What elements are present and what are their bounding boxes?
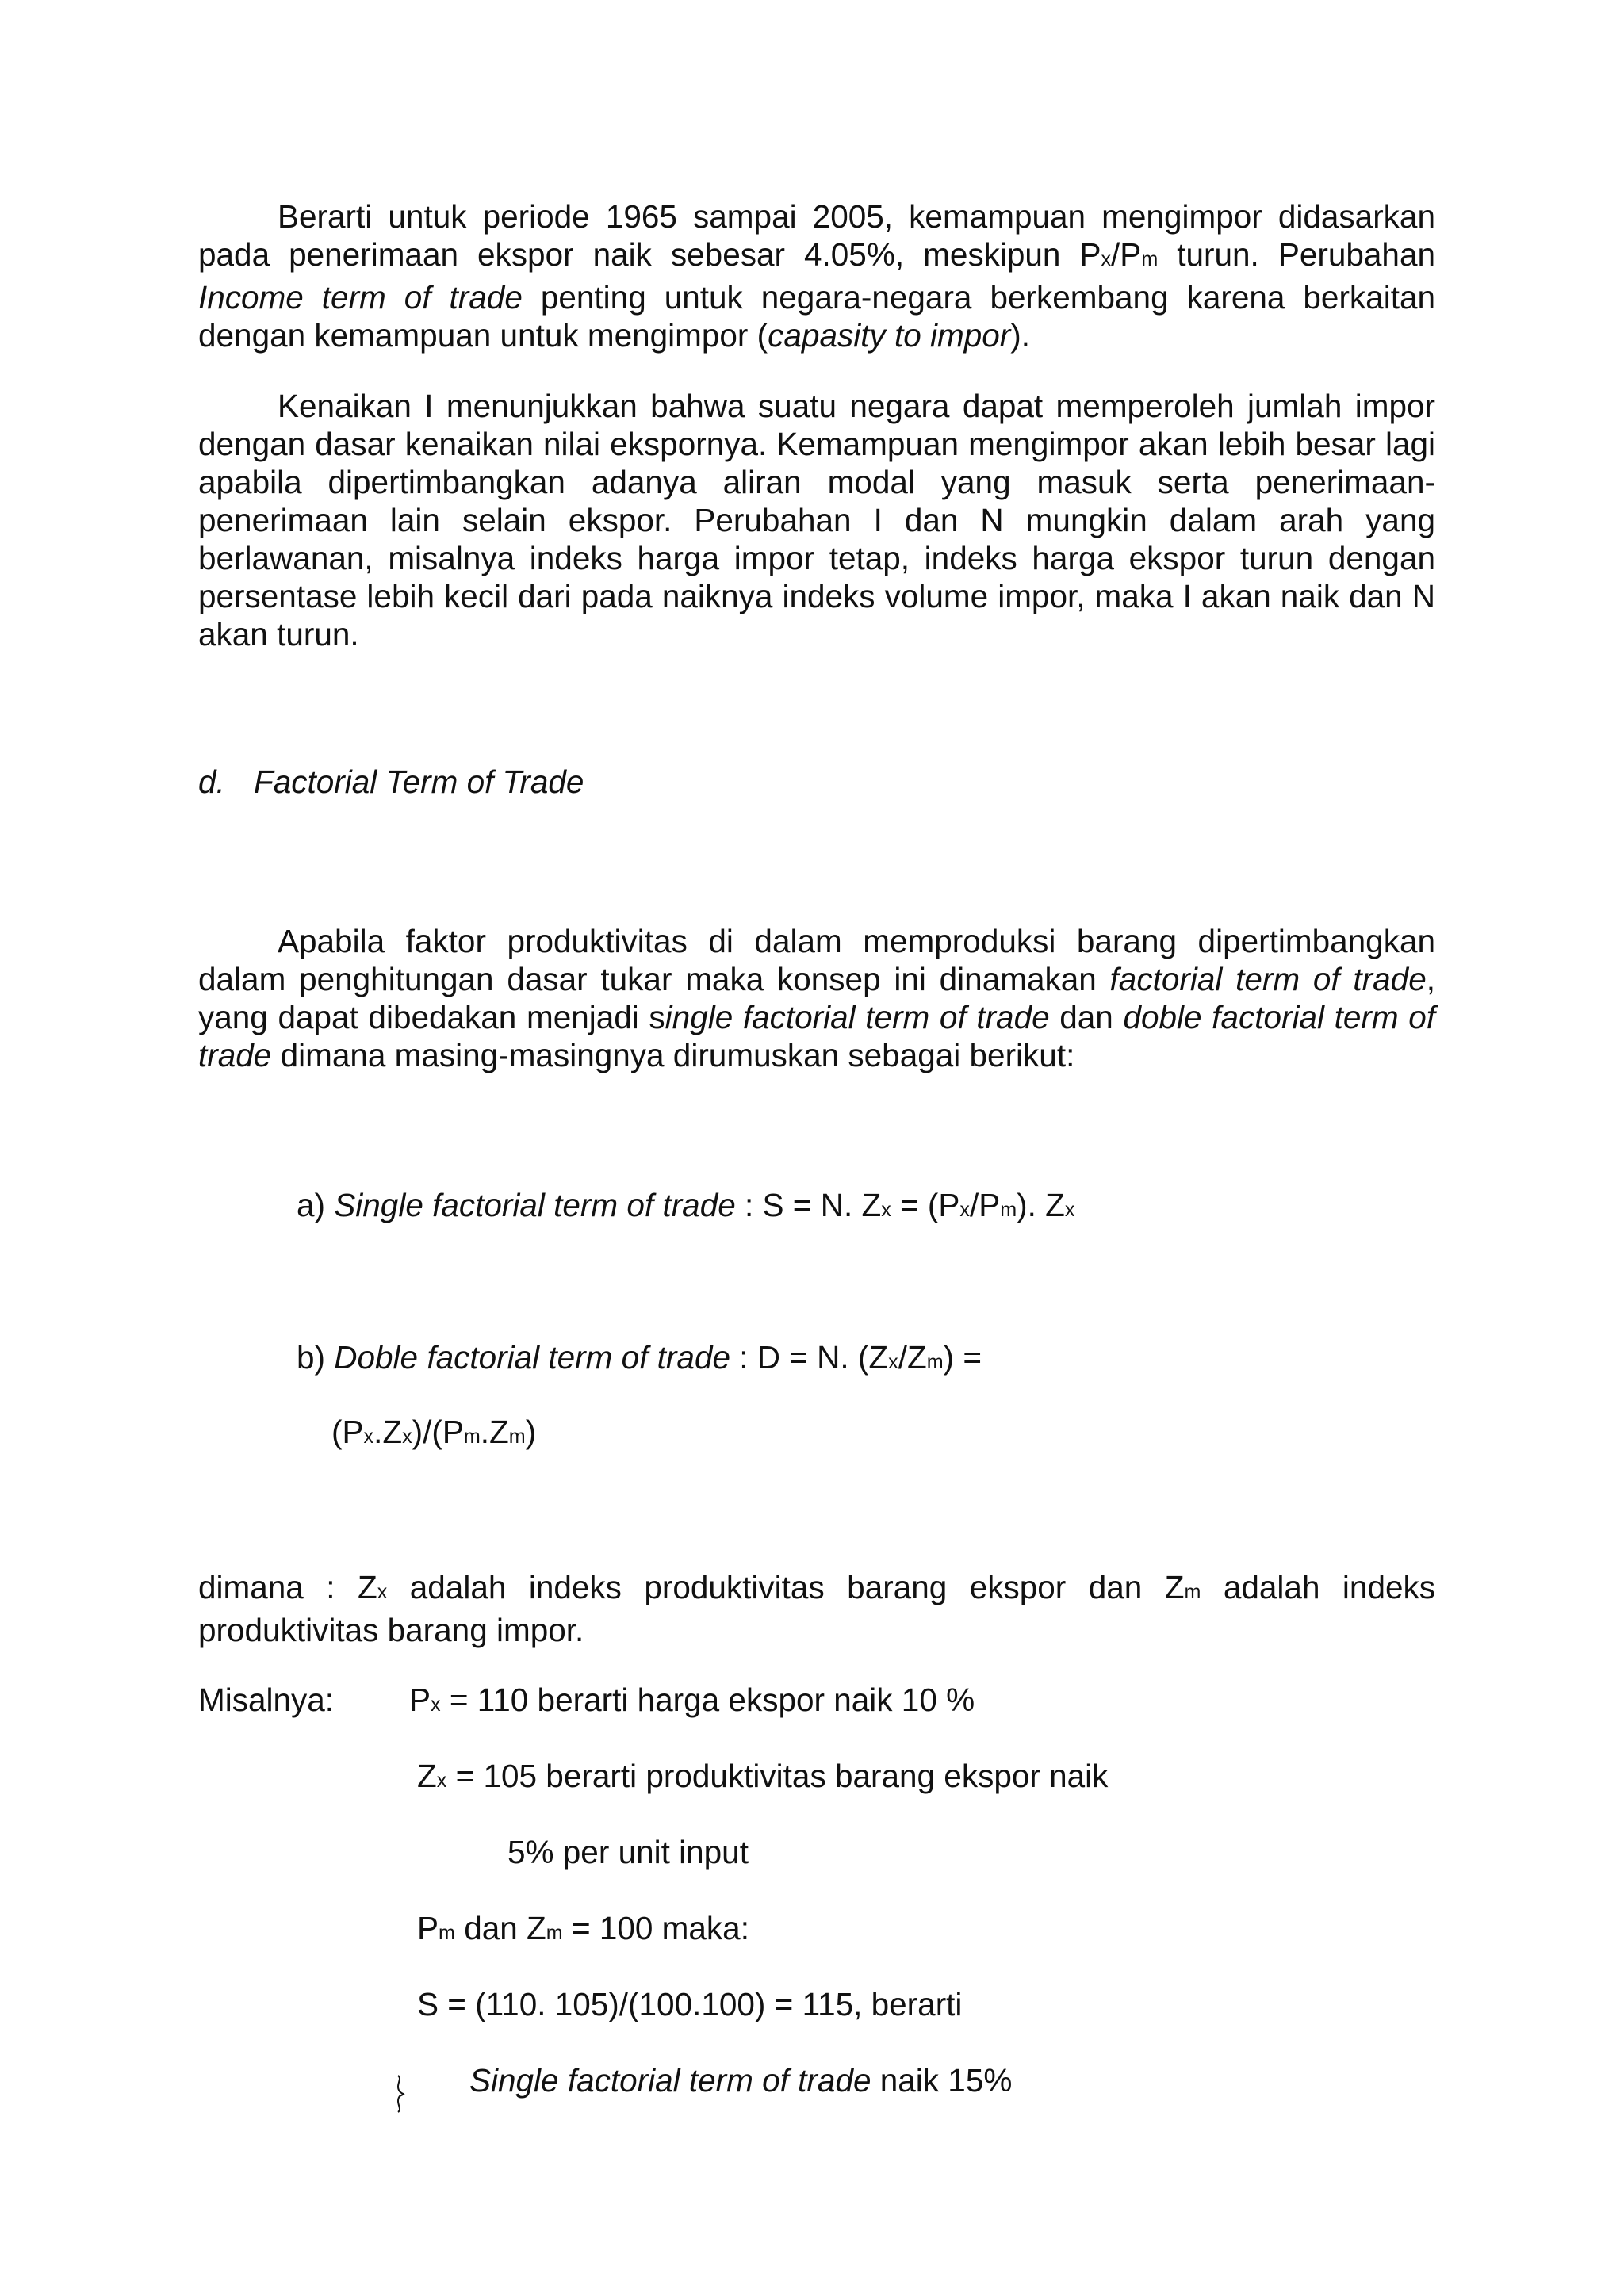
example-line-s-calculation: S = (110. 105)/(100.100) = 115, berarti xyxy=(417,1986,963,2022)
formula-single-factorial: a) Single factorial term of trade : S = N. Zx = (Px/Pm). Zx xyxy=(297,1187,1075,1223)
paragraph-factorial-terms: Apabila faktor produktivitas di dalam memproduksi barang dipertimbangkan dalam penghitungan dasar tukar maka konsep ini dinamakan factorial term of trade, yang dapat dibedakan menjadi single factorial term of trade dan doble factorial term of trade dimana masing-masingnya dirumuskan sebagai berikut: xyxy=(198,923,1436,1073)
example-line-unit-input: 5% per unit input xyxy=(508,1834,749,1870)
example-line-zx: Zx = 105 berarti produktivitas barang ekspor naik xyxy=(417,1758,1109,1794)
paragraph-definitions: dimana : Zx adalah indeks produktivitas barang ekspor dan Zm adalah indeks produktivitas barang impor. xyxy=(198,1569,1435,1648)
example-line-px: Px = 110 berarti harga ekspor naik 10 % xyxy=(409,1682,975,1718)
section-heading: d. Factorial Term of Trade xyxy=(198,763,584,800)
example-label: Misalnya: xyxy=(198,1682,335,1718)
formula-double-factorial-continued: (Px.Zx)/(Pm.Zm) xyxy=(331,1414,537,1450)
example-line-conclusion: Single factorial term of trade naik 15% xyxy=(469,2062,1013,2099)
paragraph-capacity-to-import: Berarti untuk periode 1965 sampai 2005, kemampuan mengimpor didasarkan pada penerimaan ekspor naik sebesar 4.05%, meskipun Px/Pm turun. Perubahan Income term of trade penting untuk negara-negara berkembang karena berkaitan dengan kemampuan untuk mengimpor (capasity to impor). xyxy=(198,198,1436,354)
paragraph-income-terms: Kenaikan I menunjukkan bahwa suatu negara dapat memperoleh jumlah impor dengan dasar kenaikan nilai ekspornya. Kemampuan mengimpor akan lebih besar lagi apabila dipertimbangkan adanya aliran modal yang masuk serta penerimaan-penerimaan lain selain ekspor. Perubahan I dan N mungkin dalam arah yang berlawanan, misalnya indeks harga impor tetap, indeks harga ekspor turun dengan persentase lebih kecil dari pada naiknya indeks volume impor, maka I akan naik dan N akan turun. xyxy=(198,388,1435,652)
implication-brace-icon xyxy=(393,2074,408,2114)
example-line-pm-zm: Pm dan Zm = 100 maka: xyxy=(417,1910,749,1946)
formula-double-factorial: b) Doble factorial term of trade : D = N. (Zx/Zm) = xyxy=(297,1339,982,1376)
